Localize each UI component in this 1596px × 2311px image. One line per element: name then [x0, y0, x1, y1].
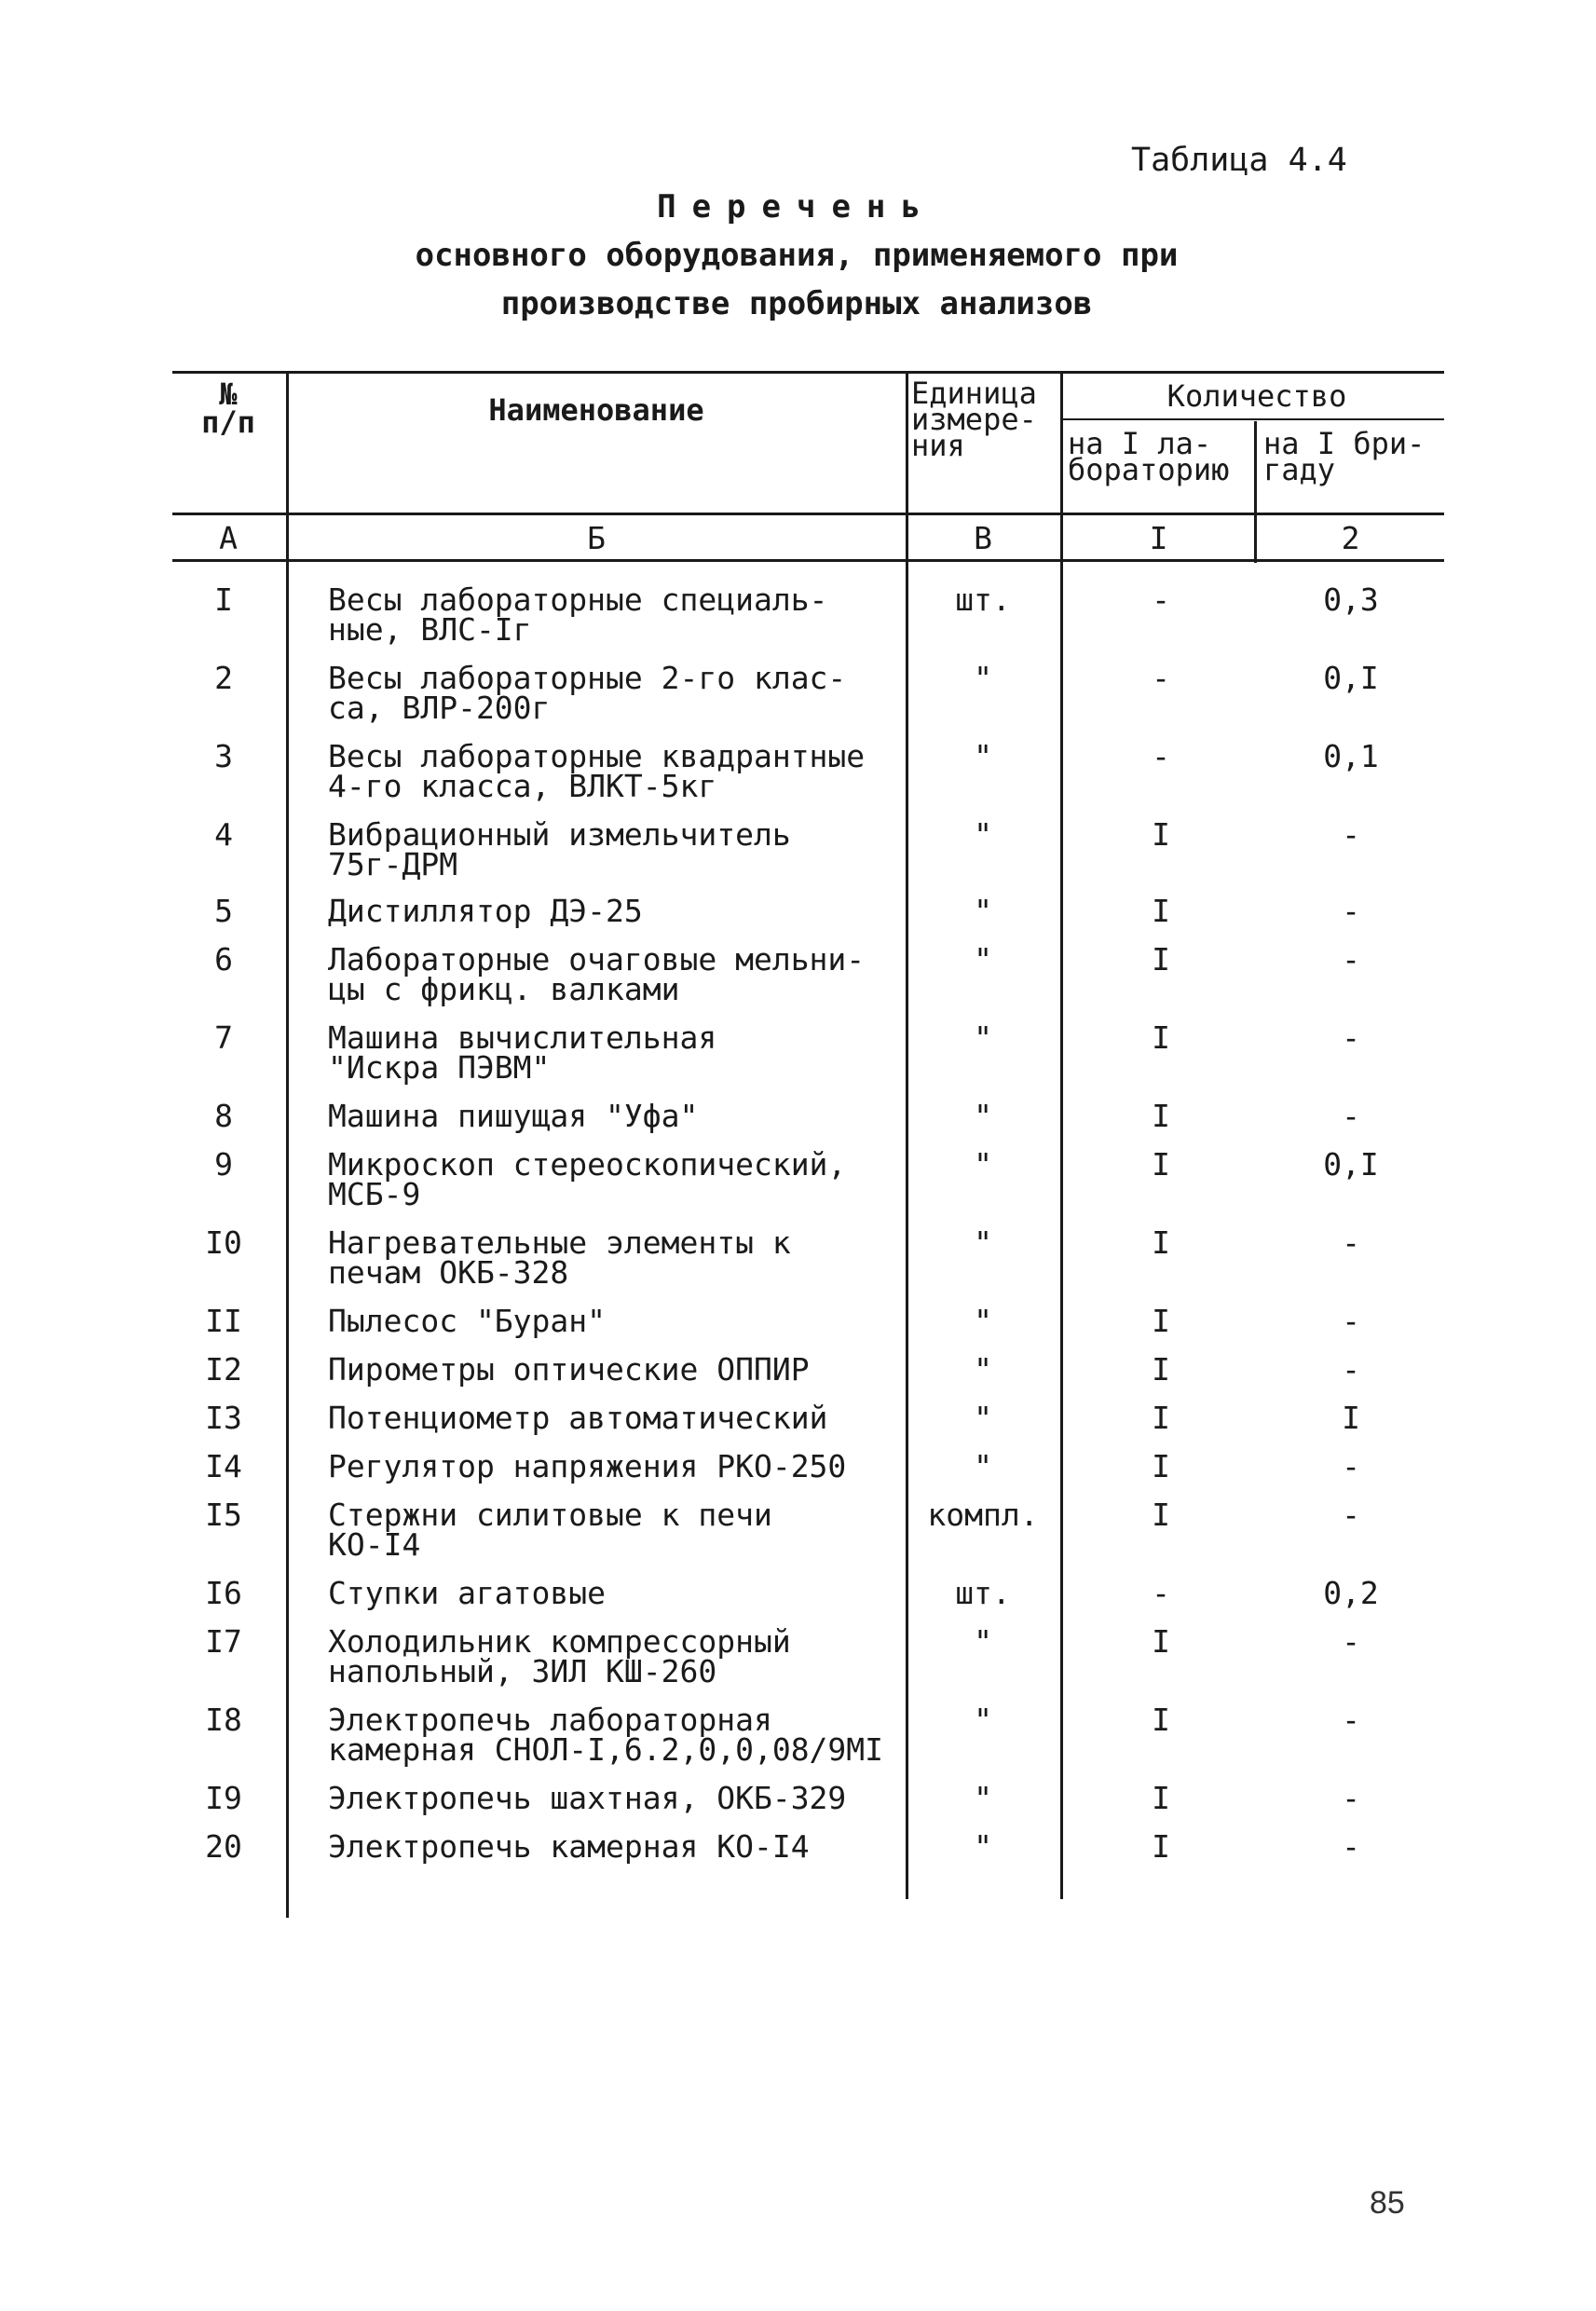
- header-unit-line-3: ния: [911, 428, 965, 463]
- row-name: [328, 1448, 915, 1484]
- column-index-a: А: [219, 520, 238, 556]
- row-name-line: Дистиллятор ДЭ-25: [328, 893, 643, 929]
- row-unit: ": [974, 1623, 992, 1660]
- row-per-lab: I: [1152, 1702, 1170, 1738]
- row-number: 9: [214, 1146, 233, 1183]
- header-per-brigade-line-2: гаду: [1263, 452, 1336, 487]
- row-name: [328, 1303, 915, 1339]
- row-name-line: печам ОКБ-328: [328, 1254, 569, 1291]
- row-name-line: МСБ-9: [328, 1176, 421, 1212]
- row-name-line: ные, ВЛС-Iг: [328, 611, 532, 648]
- header-per-lab: [1068, 426, 1259, 487]
- quantity-divider-rule: [1062, 418, 1444, 420]
- row-unit: ": [974, 1448, 992, 1484]
- row-unit: ": [974, 1224, 992, 1261]
- row-number: I7: [205, 1623, 242, 1660]
- row-per-brigade: -: [1342, 1497, 1360, 1533]
- row-name-line: КО-I4: [328, 1526, 421, 1563]
- row-number: I8: [205, 1702, 242, 1738]
- row-per-brigade: -: [1342, 1623, 1360, 1660]
- row-name: [328, 1400, 915, 1436]
- row-unit: ": [974, 1400, 992, 1436]
- row-per-lab: I: [1152, 893, 1170, 929]
- row-name-line: Электропечь камерная КО-I4: [328, 1828, 810, 1865]
- column-rule-name: [286, 371, 289, 1918]
- row-unit: ": [974, 1146, 992, 1183]
- row-name-line: Весы лабораторные квадрантные: [328, 738, 866, 774]
- row-name-line: "Искра ПЭВМ": [328, 1049, 551, 1086]
- row-name-line: Весы лабораторные специаль-: [328, 581, 828, 618]
- row-name-line: напольный, ЗИЛ КШ-260: [328, 1653, 717, 1689]
- row-number: 20: [205, 1828, 242, 1865]
- row-per-brigade: 0,I: [1323, 660, 1379, 696]
- row-unit: компл.: [927, 1497, 1039, 1533]
- header-name: Наименование: [488, 392, 704, 428]
- row-unit: ": [974, 1098, 992, 1134]
- row-name-line: Машина пишущая "Уфа": [328, 1098, 699, 1134]
- row-unit: ": [974, 1019, 992, 1056]
- row-name-line: Потенциометр автоматический: [328, 1400, 828, 1436]
- row-name-line: Стержни силитовые к печи: [328, 1497, 772, 1533]
- row-name-line: Весы лабораторные 2-го клас-: [328, 660, 847, 696]
- row-unit: ": [974, 1828, 992, 1865]
- row-number: 5: [214, 893, 233, 929]
- row-number: 7: [214, 1019, 233, 1056]
- row-name-line: Электропечь лабораторная: [328, 1702, 772, 1738]
- row-name: [328, 1351, 915, 1388]
- row-per-brigade: -: [1342, 1098, 1360, 1134]
- row-number: 3: [214, 738, 233, 774]
- row-unit: ": [974, 738, 992, 774]
- row-unit: ": [974, 941, 992, 978]
- header-unit-line-1: Единица: [911, 376, 1037, 411]
- row-per-lab: I: [1152, 1019, 1170, 1056]
- row-number: I0: [205, 1224, 242, 1261]
- header-per-brigade: [1263, 426, 1450, 487]
- column-index-1: I: [1149, 520, 1168, 556]
- row-per-brigade: 0,I: [1323, 1146, 1379, 1183]
- row-per-brigade: -: [1342, 1351, 1360, 1388]
- header-unit: [911, 376, 1060, 463]
- row-per-lab: I: [1152, 1098, 1170, 1134]
- row-per-brigade: -: [1342, 1303, 1360, 1339]
- column-index-v: В: [974, 520, 992, 556]
- row-per-brigade: -: [1342, 1702, 1360, 1738]
- row-unit: шт.: [955, 1575, 1011, 1611]
- row-unit: шт.: [955, 581, 1011, 618]
- row-name-line: Нагревательные элементы к: [328, 1224, 791, 1261]
- row-per-lab: I: [1152, 1224, 1170, 1261]
- row-per-brigade: -: [1342, 816, 1360, 853]
- table-top-rule: [172, 371, 1444, 374]
- row-name: [328, 1828, 915, 1865]
- row-number: 8: [214, 1098, 233, 1134]
- header-per-brigade-line-1: на I бри-: [1263, 426, 1425, 461]
- row-per-lab: I: [1152, 1351, 1170, 1388]
- row-name-line: Холодильник компрессорный: [328, 1623, 791, 1660]
- row-name-line: Пылесос "Буран": [328, 1303, 607, 1339]
- row-per-brigade: -: [1342, 1448, 1360, 1484]
- row-name: [328, 893, 915, 929]
- row-per-lab: I: [1152, 1780, 1170, 1816]
- row-name-line: 75г-ДРМ: [328, 846, 458, 882]
- row-per-brigade: -: [1342, 1019, 1360, 1056]
- page-number: 85: [1370, 2185, 1405, 2221]
- row-number: I6: [205, 1575, 242, 1611]
- header-number-line-2: п/п: [201, 404, 255, 440]
- row-name: [328, 738, 915, 804]
- row-name: [328, 1575, 915, 1611]
- row-name: [328, 1780, 915, 1816]
- row-number: 2: [214, 660, 233, 696]
- row-unit: ": [974, 1351, 992, 1388]
- row-name: [328, 816, 915, 882]
- row-name: [328, 1497, 915, 1563]
- row-per-lab: I: [1152, 1828, 1170, 1865]
- row-per-lab: -: [1152, 581, 1170, 618]
- row-unit: ": [974, 816, 992, 853]
- row-name: [328, 1702, 915, 1768]
- row-name-line: цы с фрикц. валками: [328, 971, 680, 1007]
- row-per-brigade: -: [1342, 893, 1360, 929]
- row-number: I5: [205, 1497, 242, 1533]
- row-name: [328, 1224, 915, 1291]
- row-unit: ": [974, 1303, 992, 1339]
- row-name: [328, 1019, 915, 1086]
- row-name-line: са, ВЛР-200г: [328, 690, 551, 726]
- row-per-lab: I: [1152, 1303, 1170, 1339]
- row-per-brigade: 0,2: [1323, 1575, 1379, 1611]
- row-unit: ": [974, 1702, 992, 1738]
- row-per-brigade: -: [1342, 1780, 1360, 1816]
- row-per-brigade: -: [1342, 1828, 1360, 1865]
- row-name: [328, 941, 915, 1007]
- row-name-line: Ступки агатовые: [328, 1575, 607, 1611]
- row-per-lab: I: [1152, 1448, 1170, 1484]
- row-per-lab: I: [1152, 941, 1170, 978]
- column-index-2: 2: [1341, 520, 1360, 556]
- row-per-lab: I: [1152, 816, 1170, 853]
- title-line-1: Перечень: [657, 188, 936, 226]
- row-name-line: Вибрационный измельчитель: [328, 816, 791, 853]
- row-unit: ": [974, 1780, 992, 1816]
- row-per-brigade: 0,1: [1323, 738, 1379, 774]
- row-per-brigade: -: [1342, 1224, 1360, 1261]
- row-number: I2: [205, 1351, 242, 1388]
- row-number: 6: [214, 941, 233, 978]
- title-line-2: основного оборудования, применяемого при: [415, 237, 1179, 274]
- row-name: [328, 581, 915, 648]
- row-number: I4: [205, 1448, 242, 1484]
- row-number: I9: [205, 1780, 242, 1816]
- column-index-b: Б: [587, 520, 606, 556]
- row-per-lab: I: [1152, 1146, 1170, 1183]
- row-per-lab: -: [1152, 738, 1170, 774]
- row-per-brigade: I: [1342, 1400, 1360, 1436]
- row-per-lab: I: [1152, 1497, 1170, 1533]
- row-per-lab: I: [1152, 1623, 1170, 1660]
- row-per-lab: -: [1152, 660, 1170, 696]
- header-number: [172, 376, 284, 440]
- title-line-3: производстве пробирных анализов: [500, 285, 1093, 322]
- row-number: 4: [214, 816, 233, 853]
- row-number: I: [214, 581, 233, 618]
- row-name-line: Машина вычислительная: [328, 1019, 717, 1056]
- row-per-brigade: -: [1342, 941, 1360, 978]
- row-name-line: 4-го класса, ВЛКТ-5кг: [328, 768, 717, 804]
- header-per-lab-line-2: бораторию: [1068, 452, 1230, 487]
- row-name: [328, 1098, 915, 1134]
- table-label: Таблица 4.4: [1131, 142, 1347, 179]
- row-name: [328, 1623, 915, 1689]
- header-quantity: Количество: [1166, 378, 1347, 414]
- row-name-line: камерная СНОЛ-I,6.2,0,0,08/9МI: [328, 1731, 884, 1768]
- row-per-lab: -: [1152, 1575, 1170, 1611]
- row-name-line: Пирометры оптические ОППИР: [328, 1351, 810, 1388]
- row-name-line: Электропечь шахтная, ОКБ-329: [328, 1780, 847, 1816]
- row-name-line: Микроскоп стереоскопический,: [328, 1146, 847, 1183]
- row-per-brigade: 0,3: [1323, 581, 1379, 618]
- row-number: I3: [205, 1400, 242, 1436]
- row-name: [328, 660, 915, 726]
- row-name-line: Лабораторные очаговые мельни-: [328, 941, 866, 978]
- header-number-line-1: №: [219, 376, 238, 412]
- row-per-lab: I: [1152, 1400, 1170, 1436]
- row-name-line: Регулятор напряжения РКО-250: [328, 1448, 847, 1484]
- row-name: [328, 1146, 915, 1212]
- row-number: II: [205, 1303, 242, 1339]
- header-unit-line-2: измере-: [911, 402, 1037, 437]
- row-unit: ": [974, 893, 992, 929]
- column-rule-lab: [1060, 371, 1063, 1899]
- header-per-lab-line-1: на I ла-: [1068, 426, 1212, 461]
- row-unit: ": [974, 660, 992, 696]
